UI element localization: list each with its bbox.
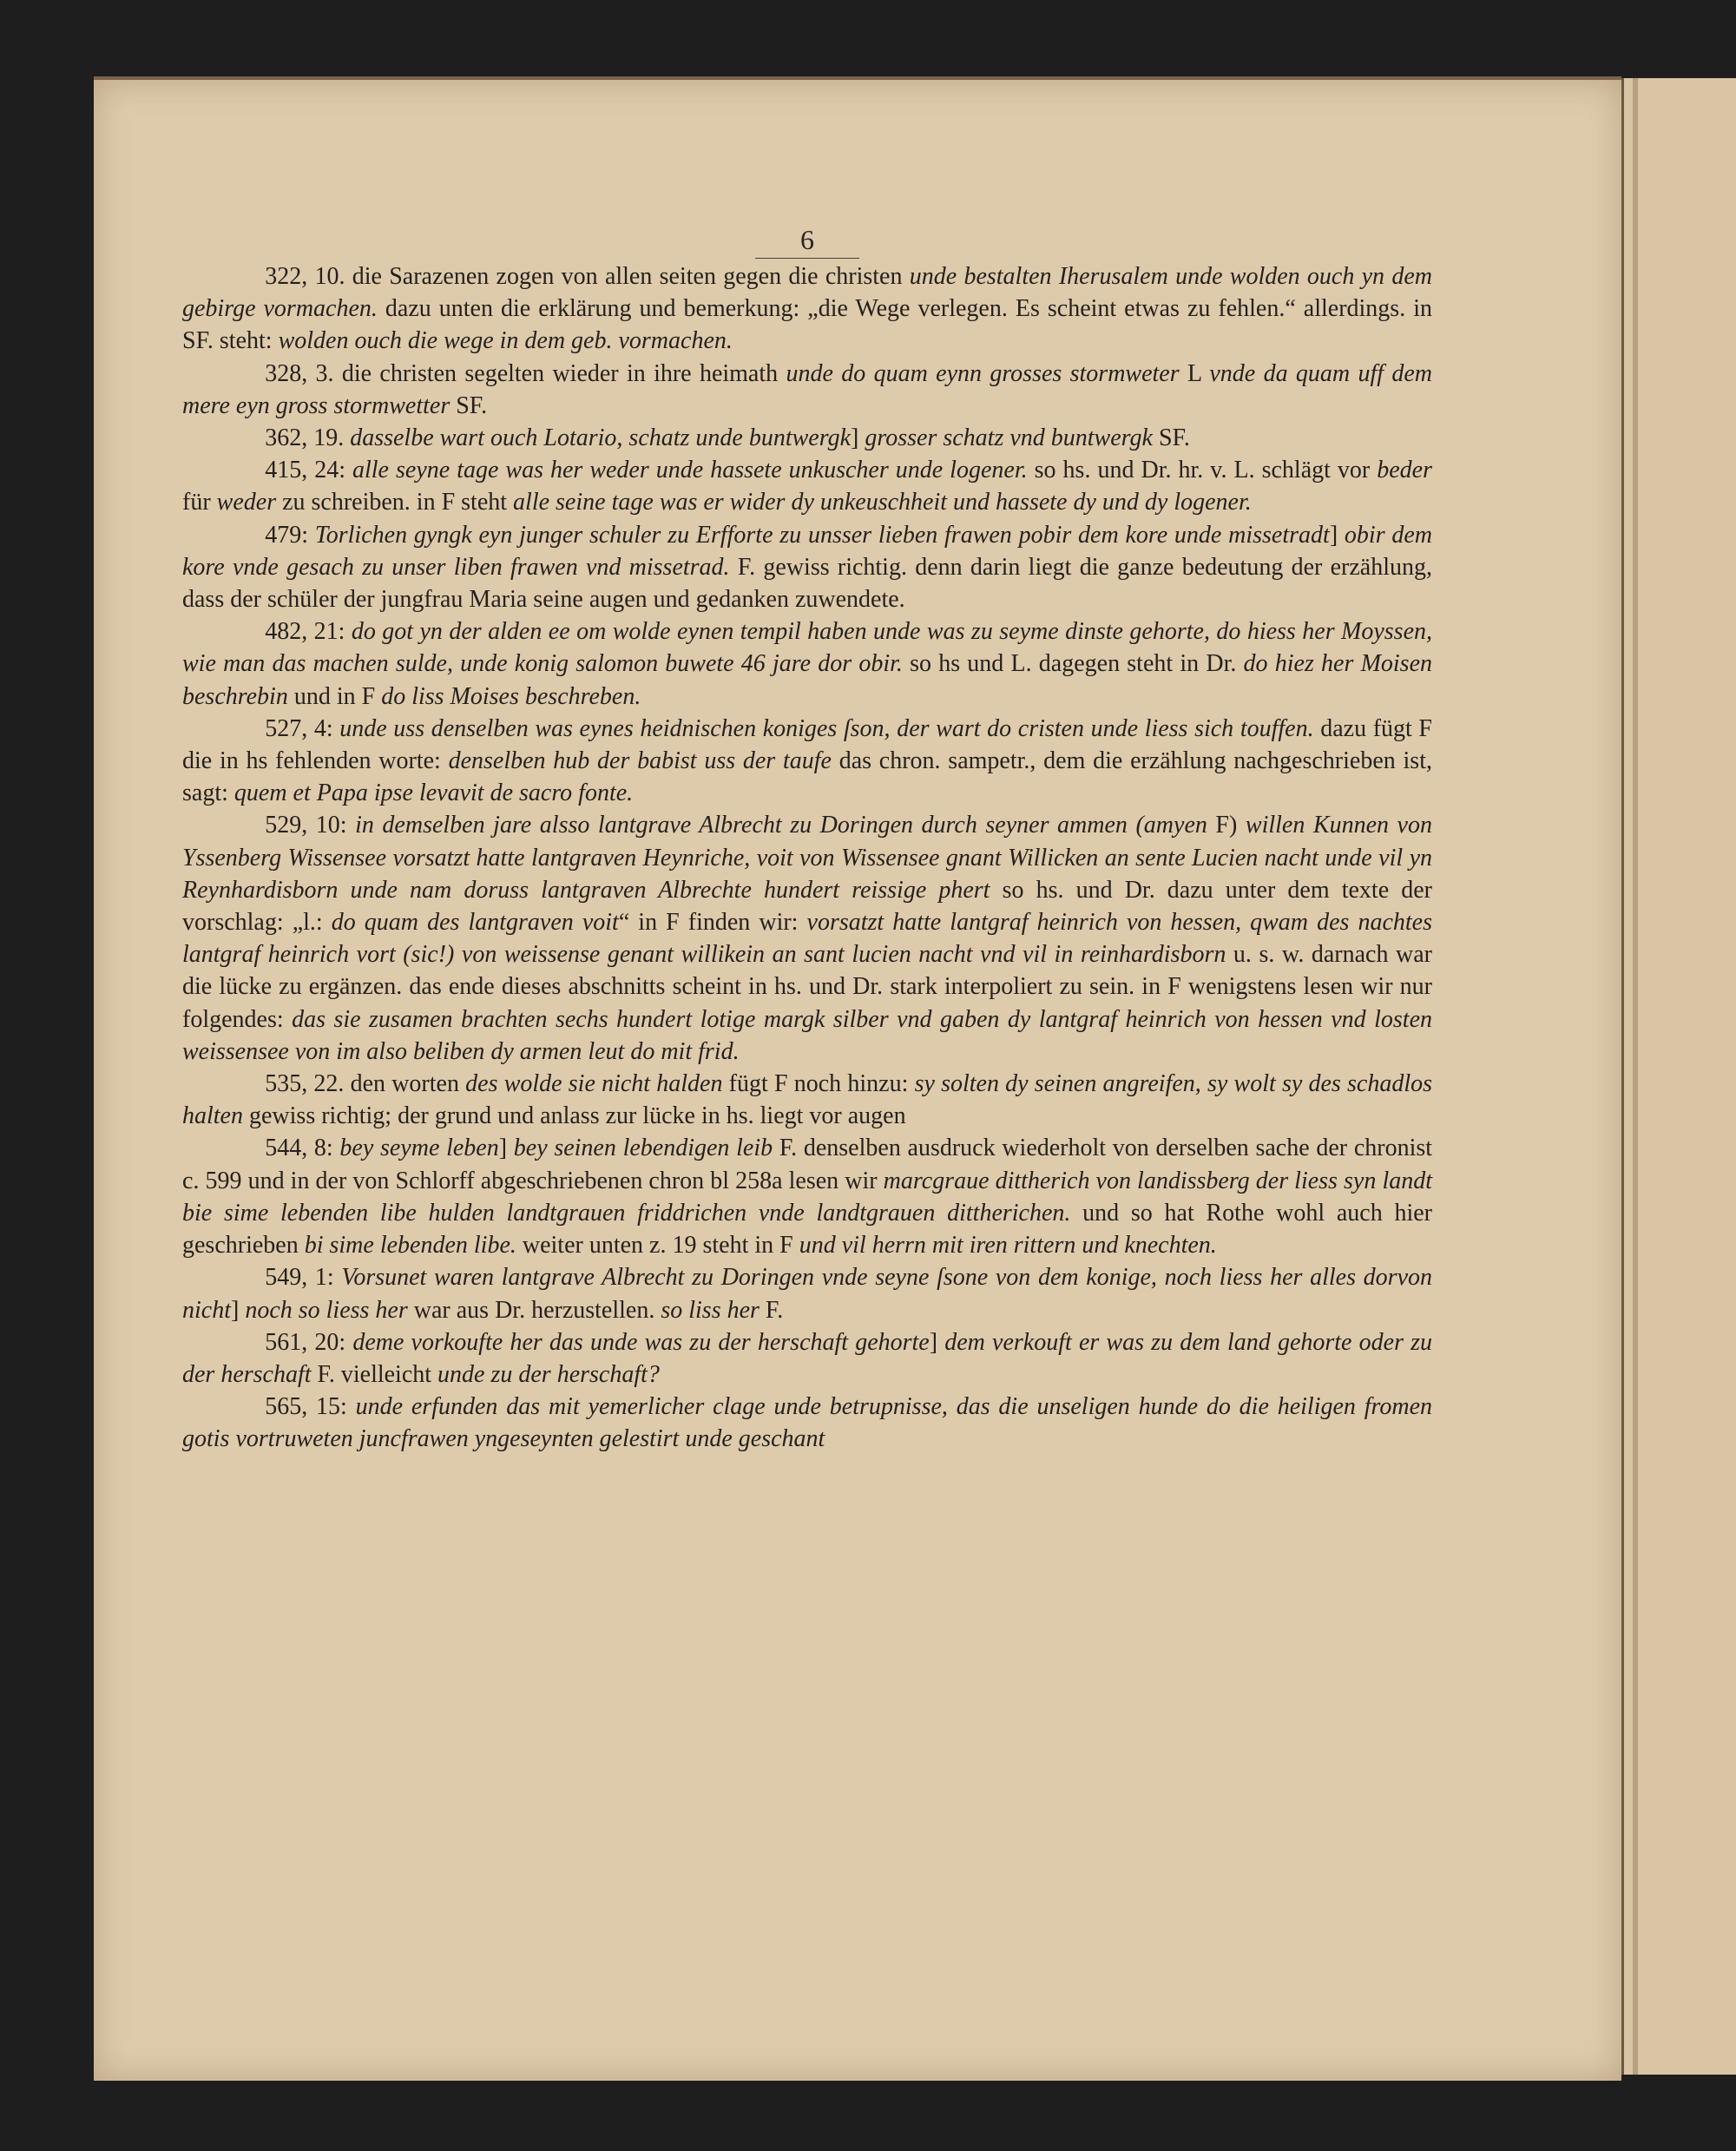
commentary-entry [182,454,1432,518]
quoted-source-text: marcgraue dittherich von landissberg der liess syn landt bie sime lebenden libe hulden landtgrauen friddrichen vnde landtgrauen dittherichen. [182,1167,1433,1227]
entry-reference: 479: [265,521,308,549]
quoted-source-text: und vil herrn mit iren rittern und knechten. [799,1232,1217,1260]
commentary-text: fügt F noch hinzu: [722,1070,915,1098]
entry-reference: 565, 15: [265,1393,347,1421]
commentary-text [308,522,315,549]
commentary-text: F. vielleicht [311,1360,438,1388]
entry-reference: 561, 20: [265,1328,346,1356]
quoted-source-text: bey seinen lebendigen leib [513,1135,773,1162]
commentary-text: ] [851,424,865,452]
quoted-source-text: dem verkouft er was zu dem land gehorte oder zu der herschaft [182,1328,1433,1388]
commentary-text [347,812,356,839]
quoted-source-text: bi sime lebenden libe. [304,1232,516,1260]
quoted-source-text: vorsatzt hatte lantgraf heinrich von hessen, qwam des nachtes lantgraf heinrich vort (sic!) von weissense genant willikein an sant lucien nacht vnd vil in reinhardisborn [182,909,1432,969]
quoted-source-text: obir dem kore vnde gesach zu unser liben frawen vnd missetrad. [182,521,1433,581]
quoted-source-text: grosser schatz vnd buntwergk [865,424,1153,452]
commentary-entry [182,1068,1432,1132]
quoted-source-text: beder [1377,457,1433,484]
quoted-source-text: quem et Papa ipse levavit de sacro fonte. [233,779,634,807]
commentary-entry [182,358,1432,422]
quoted-source-text: alle seyne tage was her weder unde hassete unkuscher unde logener. [352,457,1028,484]
quoted-source-text: in demselben jare alsso lantgrave Albrecht zu Doringen durch seyner ammen (amyen [355,812,1207,839]
quoted-source-text: denselben hub der babist uss der taufe [448,747,832,775]
page-edge-shadow [1633,78,1638,2075]
commentary-text: F. gewiss richtig. denn darin liegt die ganze bedeutung der erzählung, dass der schüler der jungfrau Maria seine augen und gedanken zuwendete. [182,553,1432,614]
commentary-text: dazu fügt F die in hs fehlenden worte: [182,714,1433,775]
page-number: 6 [800,224,814,255]
entry-reference: 529, 10: [265,812,347,839]
quoted-source-text: so liss her [661,1296,760,1324]
commentary-text: gewiss richtig; der grund und anlass zur lücke in hs. liegt vor augen [243,1102,906,1130]
commentary-text: dazu unten die erklärung und bemerkung: „die Wege verlegen. Es scheint etwas zu fehlen.“ allerdings. in SF. steht: [182,295,1432,355]
commentary-text: das chron. sampetr., dem die erzählung nachgeschrieben ist, sagt: [182,747,1432,807]
commentary-entry [182,1326,1432,1391]
commentary-text: so hs. und Dr. dazu unter dem texte der vorschlag: „l.: [182,876,1432,937]
commentary-text: die christen segelten wieder in ihre heimath [333,359,786,387]
commentary-text: zu schreiben. in F steht [276,489,514,516]
commentary-text: und so hat Rothe wohl auch hier geschrieben [182,1199,1432,1260]
commentary-text: weiter unten z. 19 steht in F [516,1232,799,1260]
quoted-source-text: do liss Moises beschreben. [381,682,641,710]
commentary-text: und in F [287,682,382,710]
quoted-source-text: wolden ouch die wege in dem geb. vormachen. [278,327,733,355]
page-text [182,260,1432,1456]
entry-reference: 527, 4: [265,714,333,742]
commentary-text: SF. [1152,424,1190,452]
commentary-entry [182,422,1432,454]
commentary-text [347,1393,356,1420]
commentary-text: ] [498,1135,514,1162]
quoted-source-text: deme vorkoufte her das unde was zu der herschaft gehorte [352,1328,930,1356]
commentary-text [334,1264,342,1291]
quoted-source-text: unde erfunden das mit yemerlicher clage unde betrupnisse, das die unseligen hunde do die heiligen fromen gotis vortruweten juncfrawen yngeseynten gelestirt unde geschant [182,1393,1433,1453]
entry-reference: 535, 22. [265,1070,345,1098]
quoted-source-text: dasselbe wart ouch Lotario, schatz unde buntwergk [350,424,852,452]
quoted-source-text: des wolde sie nicht halden [465,1070,723,1098]
quoted-source-text: unde zu der herschaft? [437,1360,660,1388]
page-number-rule [755,258,859,259]
commentary-text: L [1179,359,1210,387]
entry-reference: 322, 10. [265,263,345,290]
quoted-source-text: alle seine tage was er wider dy unkeuschheit und hassete dy und dy logener. [513,489,1252,516]
quoted-source-text: do got yn der alden ee om wolde eynen tempil haben unde was zu seyme dinste gehorte, do hiess her Moyssen, wie man das machen sulde, unde konig salomon buwete 46 jare dor obir. [182,618,1432,678]
quoted-source-text: do hiez her Moisen beschrebin [182,650,1432,710]
quoted-source-text: unde bestalten Iherusalem unde wolden ouch yn dem gebirge vormachen. [182,263,1432,323]
entry-reference: 328, 3. [265,359,334,387]
commentary-text: “ in F finden wir: [618,909,807,937]
commentary-entry [182,260,1432,358]
commentary-text: war aus Dr. herzustellen. [407,1296,661,1324]
commentary-entry [182,1391,1432,1455]
commentary-entry [182,713,1432,810]
quoted-source-text: do quam des lantgraven voit [331,909,619,937]
commentary-text: für [182,489,217,516]
entry-reference: 362, 19. [265,424,345,452]
commentary-text: ] [929,1328,945,1356]
quoted-source-text: Vorsunet waren lantgrave Albrecht zu Doringen vnde seyne ſsone von dem konige, noch liess her alles dorvon nicht [182,1264,1432,1324]
quoted-source-text: unde do quam eynn grosses stormweter [786,359,1180,387]
quoted-source-text: bey seyme leben [339,1135,499,1162]
commentary-text [345,457,352,483]
commentary-text: SF. [450,391,488,419]
commentary-entry [182,615,1432,713]
commentary-text: F. denselben ausdruck wiederholt von derselben sache der chronist c. 599 und in der von Schlorff abgeschriebenen chron bl 258a lesen wir [182,1135,1433,1194]
quoted-source-text: weder [216,489,277,516]
entry-reference: 415, 24: [265,457,345,484]
quoted-source-text: noch so liess her [245,1296,408,1324]
entry-reference: 549, 1: [265,1264,334,1292]
entry-reference: 544, 8: [265,1135,333,1162]
commentary-entry [182,1132,1432,1261]
quoted-source-text: sy solten dy seinen angreifen, sy wolt sy des schadlos halten [182,1070,1432,1130]
commentary-text: so hs und L. dagegen steht in Dr. [902,650,1244,678]
adjacent-page-edge [1621,78,1736,2075]
commentary-text: F. [759,1296,784,1324]
commentary-text: ] [1329,521,1345,549]
commentary-text: F) [1207,812,1246,839]
quoted-source-text: vnde da quam uff dem mere eyn gross stormwetter [182,359,1432,419]
commentary-text: den worten [344,1070,466,1098]
commentary-text: so hs. und Dr. hr. v. L. schlägt vor [1027,457,1378,484]
quoted-source-text: willen Kunnen von Yssenberg Wissensee vorsatzt hatte lantgraven Heynriche, voit von Wissensee gnant Willicken an sente Lucien nacht unde vil yn Reynhardisborn unde nam doruss lantgraven Albrechte hundert reissige phert [182,812,1432,904]
quoted-source-text: Torlichen gyngk eyn junger schuler zu Erfforte zu unsser lieben frawen pobir dem kore unde missetradt [314,521,1330,549]
commentary-text: u. s. w. darnach war die lücke zu ergänzen. das ende dieses abschnitts scheint in hs. und Dr. stark interpoliert zu sein. in F wenigstens lesen wir nur folgendes: [182,941,1432,1033]
commentary-entry [182,519,1432,616]
commentary-text: die Sarazenen zogen von allen seiten gegen die christen [345,263,910,290]
commentary-text [345,618,351,645]
commentary-text: ] [231,1296,246,1324]
quoted-source-text: das sie zusamen brachten sechs hundert lotige margk silber vnd gaben dy lantgraf heinrich von hessen vnd losten weissensee von im also beliben dy armen leut do mit frid. [182,1005,1432,1065]
quoted-source-text: unde uss denselben was eynes heidnischen koniges ſson, der wart do cristen unde liess sich touffen. [339,714,1314,742]
entry-reference: 482, 21: [265,618,345,646]
commentary-entry [182,809,1432,1068]
commentary-entry [182,1261,1432,1325]
